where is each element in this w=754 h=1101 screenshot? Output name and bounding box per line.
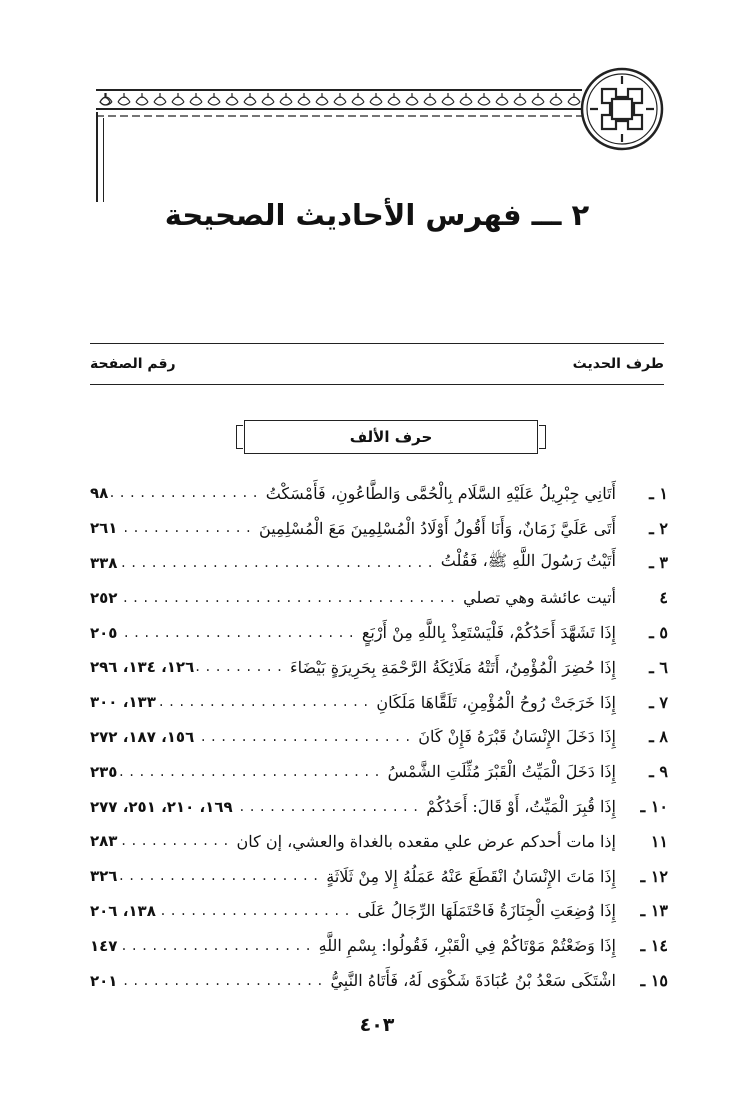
dot-leader — [235, 800, 423, 814]
page-title: ٢ ـــ فهرس الأحاديث الصحيحة — [164, 198, 590, 232]
list-item — [90, 894, 668, 929]
entry-text: إِذَا دَخَلَ الْمَيِّتُ الْقَبْرَ مُثِّلَتِ الشَّمْسُ — [387, 762, 616, 782]
entry-number: ٩ ـ — [649, 762, 668, 782]
list-item — [90, 824, 668, 859]
entry-text: اشْتَكَى سَعْدُ بْنُ عُبَادَةَ شَكْوَى لَهُ، فَأَتَاهُ النَّبِيُّ — [330, 971, 616, 991]
entry-pages: ١٣٨، ٢٠٦ — [90, 901, 156, 920]
entry-text: إِذَا خَرَجَتْ رُوحُ الْمُؤْمِنِ، تَلَقَّاهَا مَلَكَانِ — [376, 692, 616, 712]
entry-number: ٤ — [659, 588, 668, 608]
entry-number: ١ ـ — [649, 483, 668, 503]
dot-leader — [119, 834, 232, 848]
entry-text: إِذَا قُبِرَ الْمَيِّتُ، أَوْ قَالَ: أَحَدُكُمْ — [426, 797, 616, 817]
dot-leader — [196, 660, 286, 674]
list-item — [90, 580, 668, 615]
dot-leader — [119, 626, 357, 640]
entry-pages: ٣٣٨ — [90, 553, 118, 572]
dashed-rule — [96, 114, 582, 118]
frame-left-rule — [96, 112, 98, 202]
ornamental-border — [96, 88, 582, 112]
entry-pages: ٢٨٣ — [90, 832, 118, 851]
entry-number: ١٣ ـ — [640, 901, 668, 921]
entry-text: أَتَانِي جِبْرِيلُ عَلَيْهِ السَّلَام بِالْحُمَّى وَالطَّاعُونِ، فَأَمْسَكْتُ — [265, 483, 616, 503]
entry-pages: ١٥٦، ١٨٧، ٢٧٢ — [90, 727, 195, 746]
entry-text: إِذَا تَشَهَّدَ أَحَدُكُمْ، فَلْيَسْتَعِذْ بِاللَّهِ مِنْ أَرْبَعٍ — [361, 623, 616, 643]
entry-text: أَتَى عَلَيَّ زَمَانٌ، وَأَنَا أَقُولُ أَوْلَادُ الْمُسْلِمِينَ مَعَ الْمُسْلِمِينَ — [259, 518, 616, 538]
dot-leader — [110, 486, 261, 500]
dot-leader — [196, 730, 414, 744]
entry-number: ٧ ـ — [649, 692, 668, 712]
entry-number: ٢ ـ — [649, 518, 668, 538]
entry-pages: ١٤٧ — [90, 936, 118, 955]
list-item — [90, 963, 668, 998]
dot-leader — [119, 765, 383, 779]
entry-pages: ٣٢٦ — [90, 867, 118, 886]
list-item — [90, 650, 668, 685]
hadith-column-label: طرف الحديث — [572, 356, 664, 372]
dot-leader — [119, 869, 322, 883]
list-item — [90, 928, 668, 963]
entry-text: إِذَا وُضِعَتِ الْجِنَازَةُ فَاحْتَمَلَهَا الرِّجَالُ عَلَى — [357, 901, 616, 921]
entry-number: ٨ ـ — [649, 727, 668, 747]
list-item — [90, 859, 668, 894]
entry-pages: ٢٠٥ — [90, 623, 118, 642]
medallion-ornament-icon — [580, 62, 664, 156]
list-item — [90, 754, 668, 789]
entry-pages: ١٦٩، ٢١٠، ٢٥١، ٢٧٧ — [90, 797, 233, 816]
index-column-header — [90, 343, 664, 385]
dot-leader — [119, 556, 436, 570]
entry-number: ٦ ـ — [649, 657, 668, 677]
entry-text: إِذَا دَخَلَ الإِنْسَانُ قَبْرَهُ فَإِنْ كَانَ — [418, 727, 616, 747]
entry-text: إذا مات أحدكم عرض علي مقعده بالغداة والعشي، إن كان — [236, 831, 616, 851]
list-item — [90, 789, 668, 824]
list-item — [90, 511, 668, 546]
entry-number: ١٠ ـ — [640, 797, 668, 817]
entry-number: ١١ — [650, 831, 668, 851]
entry-pages: ٢٦١ — [90, 519, 118, 538]
hadith-index-list — [90, 476, 668, 998]
dot-leader — [119, 974, 326, 988]
section-heading: حرف الألف — [244, 420, 538, 454]
entry-pages: ١٣٣، ٣٠٠ — [90, 693, 156, 712]
page-column-label: رقم الصفحة — [90, 356, 176, 372]
entry-text: إِذَا وَضَعْتُمْ مَوْتَاكُمْ فِي الْقَبْرِ، فَقُولُوا: بِسْمِ اللَّهِ — [318, 936, 616, 956]
dot-leader — [119, 939, 314, 953]
entry-pages: ١٢٦، ١٣٤، ٢٩٦ — [90, 658, 195, 677]
entry-text: أتيت عائشة وهي تصلي — [463, 588, 616, 608]
entry-text: إِذَا مَاتَ الإِنْسَانُ انْقَطَعَ عَنْهُ عَمَلُهُ إِلا مِنْ ثَلَاثَةٍ — [326, 866, 616, 886]
entry-number: ١٤ ـ — [640, 936, 668, 956]
list-item — [90, 476, 668, 511]
entry-number: ٥ ـ — [649, 623, 668, 643]
entry-text: أَتَيْتُ رَسُولَ اللَّهِ ﷺ، فَقُلْتُ — [440, 551, 616, 571]
list-item — [90, 546, 668, 581]
dot-leader — [119, 591, 459, 605]
entry-text: إِذَا حُضِرَ الْمُؤْمِنُ، أَتَتْهُ مَلَائِكَةُ الرَّحْمَةِ بِحَرِيرَةٍ بَيْضَاءَ — [290, 657, 616, 677]
dot-leader — [158, 904, 354, 918]
frame-left-inner-rule — [103, 118, 104, 202]
dot-leader — [158, 695, 372, 709]
list-item — [90, 720, 668, 755]
entry-pages: ٢٣٥ — [90, 762, 118, 781]
list-item — [90, 685, 668, 720]
entry-number: ١٢ ـ — [640, 866, 668, 886]
entry-pages: ٢٥٢ — [90, 588, 118, 607]
entry-number: ١٥ ـ — [640, 971, 668, 991]
page-number: ٤٠٣ — [359, 1014, 395, 1036]
entry-pages: ٩٨ — [90, 484, 109, 503]
entry-pages: ٢٠١ — [90, 971, 118, 990]
list-item — [90, 615, 668, 650]
entry-number: ٣ ـ — [649, 553, 668, 573]
dot-leader — [119, 521, 255, 535]
